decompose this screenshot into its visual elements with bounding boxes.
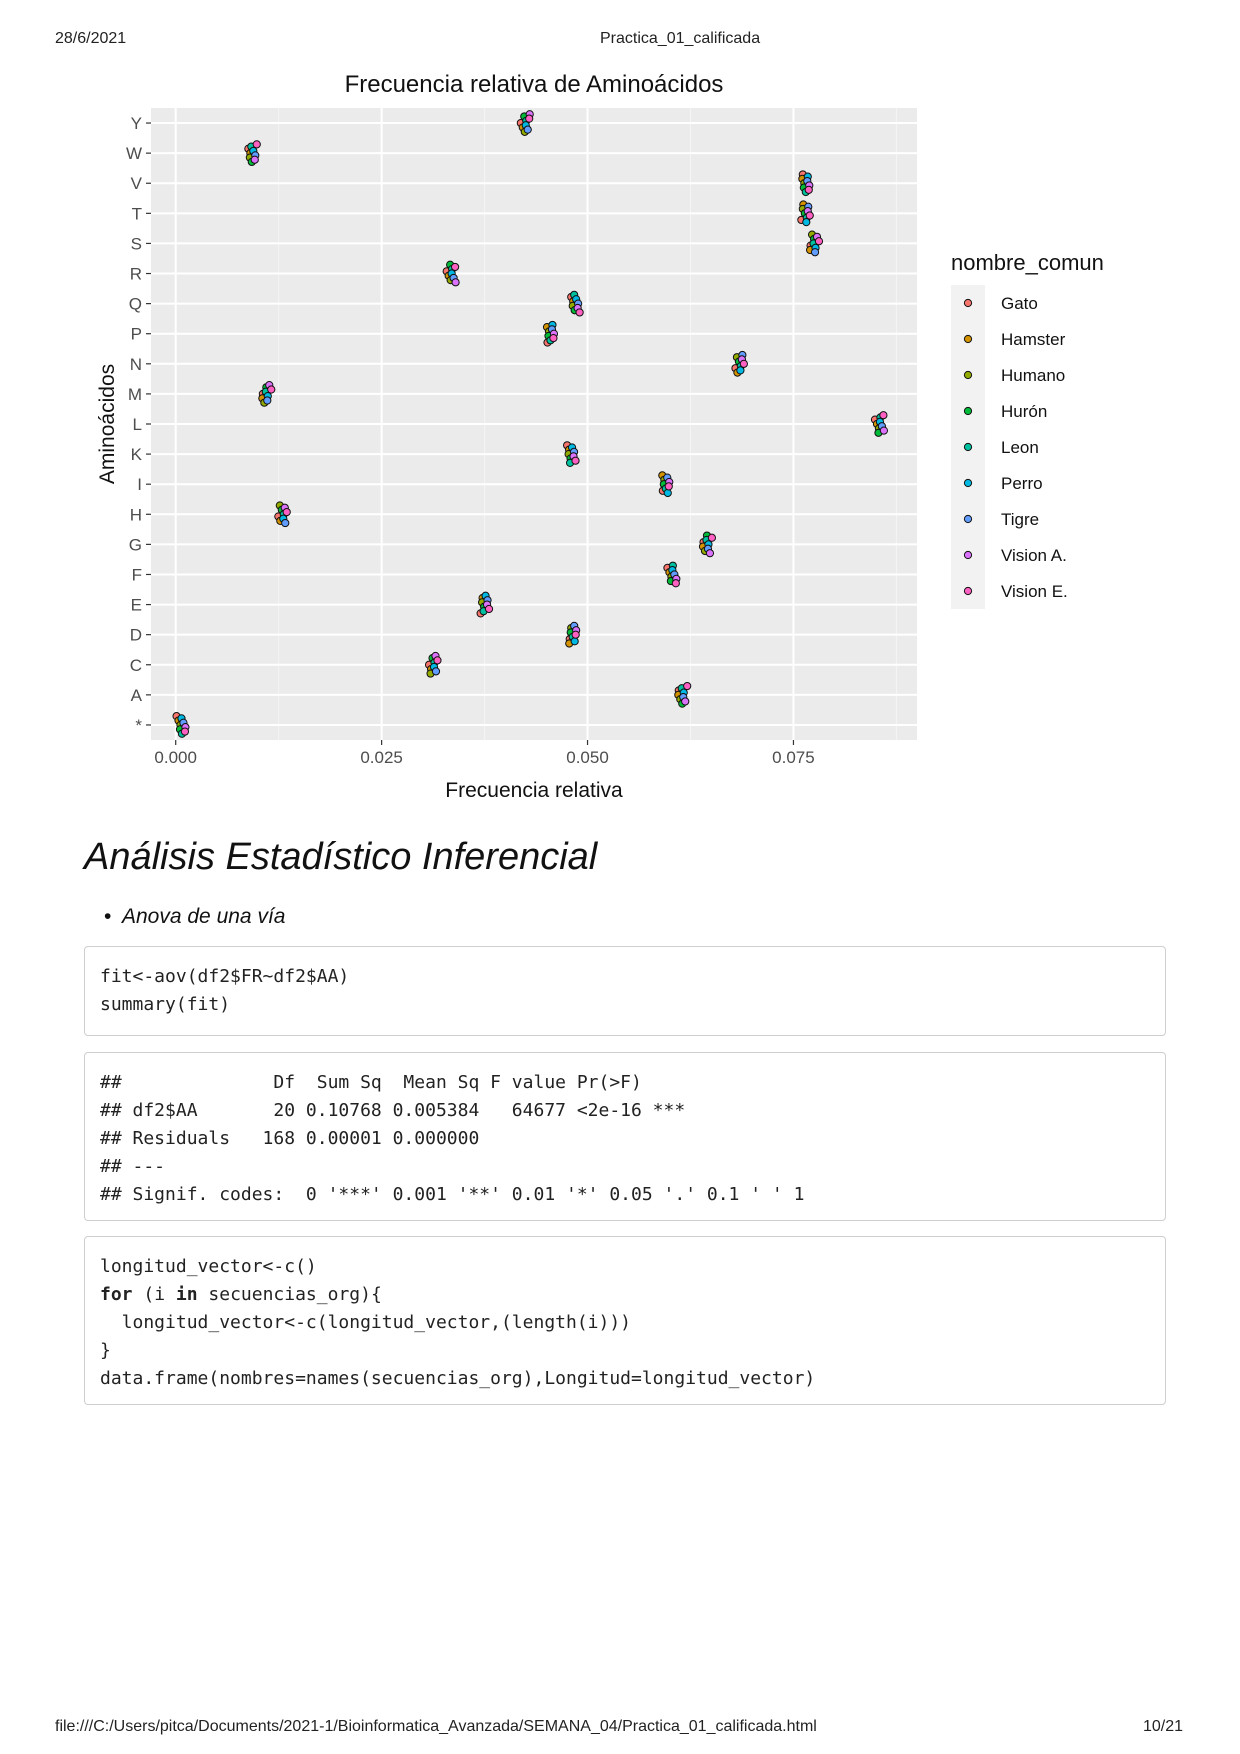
data-point-R-7	[452, 279, 459, 286]
data-point-N-5	[737, 367, 744, 374]
code-line: fit<-aov(df2$FR~df2$AA)	[100, 966, 350, 987]
data-point-M-6	[264, 397, 271, 404]
data-point-P-8	[550, 335, 557, 342]
data-point-stop-8	[181, 728, 188, 735]
page-number: 10/21	[1143, 1718, 1184, 1735]
data-point-W-8	[253, 141, 260, 148]
legend-key	[964, 335, 971, 342]
y-tick-label: L	[132, 415, 142, 434]
legend-label: Hamster	[1001, 330, 1066, 349]
x-tick-label: 0.075	[772, 748, 815, 767]
data-point-I-8	[665, 483, 672, 490]
data-point-D-5	[571, 638, 578, 645]
output-line: ## Df Sum Sq Mean Sq F value Pr(>F)	[100, 1072, 642, 1093]
x-axis-title: Frecuencia relativa	[445, 779, 623, 802]
chart-title: Frecuencia relativa de Aminoácidos	[344, 71, 724, 98]
output-block-summary	[84, 1052, 1166, 1221]
print-date: 28/6/2021	[55, 30, 127, 47]
y-tick-label: R	[129, 264, 142, 284]
section-title: Análisis Estadístico Inferencial	[84, 836, 598, 878]
legend-key	[964, 551, 971, 558]
y-tick-label: Y	[130, 114, 142, 134]
output-line: ## Signif. codes: 0 '***' 0.001 '**' 0.01 '*' 0.05 '.' 0.1 ' ' 1	[100, 1184, 805, 1205]
y-tick-label: M	[127, 384, 142, 404]
y-tick-label: W	[125, 144, 142, 164]
code-line: }	[100, 1340, 111, 1361]
legend-key	[964, 407, 971, 414]
legend-label: Vision A.	[1001, 546, 1067, 565]
amino-acid-frequency-chart	[0, 0, 1240, 820]
data-point-S-8	[815, 238, 822, 245]
legend-key	[964, 587, 971, 594]
data-point-M-8	[268, 386, 275, 393]
code-line: data.frame(nombres=names(secuencias_org),Longitud=longitud_vector)	[100, 1368, 816, 1389]
code-line: summary(fit)	[100, 994, 231, 1015]
data-point-Y-8	[526, 115, 533, 122]
output-line: ## ---	[100, 1156, 166, 1177]
legend-label: Vision E.	[1001, 582, 1068, 601]
data-point-H-8	[283, 508, 290, 515]
y-tick-label: I	[137, 475, 142, 495]
data-point-N-8	[740, 360, 747, 367]
y-tick-label: C	[129, 655, 142, 675]
legend-key	[964, 479, 971, 486]
y-tick-label: S	[130, 234, 142, 254]
legend-label: Tigre	[1001, 510, 1040, 529]
code-line: longitud_vector<-c()	[100, 1256, 317, 1277]
legend-label: Perro	[1001, 474, 1043, 493]
y-tick-label: V	[130, 174, 142, 194]
data-point-R-8	[451, 263, 458, 270]
data-point-T-8	[806, 212, 813, 219]
data-point-G-8	[708, 534, 715, 541]
y-tick-label: Q	[128, 294, 142, 314]
y-tick-label: H	[129, 505, 142, 525]
data-point-Q-8	[576, 309, 583, 316]
code-keyword: for	[100, 1284, 133, 1305]
x-tick-label: 0.000	[154, 748, 197, 767]
data-point-Y-6	[524, 126, 531, 133]
data-point-G-7	[706, 550, 713, 557]
legend-key	[964, 299, 971, 306]
data-point-C-6	[432, 668, 439, 675]
data-point-A-7	[682, 698, 689, 705]
x-tick-label: 0.050	[566, 748, 609, 767]
y-tick-label: E	[130, 595, 142, 615]
y-tick-label: A	[130, 685, 142, 705]
code-block-length	[84, 1236, 1166, 1405]
legend-label: Hurón	[1001, 402, 1048, 421]
legend-title: nombre_comun	[951, 250, 1104, 275]
y-tick-label: G	[128, 535, 142, 555]
code-line: longitud_vector<-c(longitud_vector,(length(i)))	[100, 1312, 632, 1333]
data-point-K-8	[572, 457, 579, 464]
data-point-D-8	[572, 631, 579, 638]
y-tick-label: N	[129, 354, 142, 374]
y-tick-label: *	[135, 715, 142, 735]
data-point-F-8	[672, 580, 679, 587]
code-line: for (i in secuencias_org){	[100, 1284, 382, 1305]
data-point-H-6	[282, 519, 289, 526]
output-line: ## Residuals 168 0.00001 0.000000	[100, 1128, 480, 1149]
y-tick-label: P	[130, 324, 142, 344]
legend-label: Gato	[1001, 294, 1038, 313]
data-point-L-7	[880, 427, 887, 434]
y-tick-label: F	[131, 565, 142, 585]
legend-label: Leon	[1001, 438, 1039, 457]
code-block-anova	[84, 946, 1166, 1036]
data-point-V-8	[805, 186, 812, 193]
legend-key	[964, 371, 971, 378]
legend-key	[964, 515, 971, 522]
data-point-S-6	[811, 249, 818, 256]
y-tick-label: T	[131, 204, 142, 224]
y-tick-label: D	[129, 625, 142, 645]
bullet-item: • Anova de una vía	[122, 905, 285, 929]
code-keyword: in	[175, 1284, 198, 1305]
y-tick-label: K	[130, 445, 142, 465]
data-point-E-8	[485, 605, 492, 612]
data-point-C-8	[434, 657, 441, 664]
data-point-W-7	[251, 156, 258, 163]
y-axis-title: Aminoácidos	[96, 363, 119, 485]
output-line: ## df2$AA 20 0.10768 0.005384 64677 <2e-16 ***	[100, 1100, 686, 1121]
data-point-T-5	[803, 219, 810, 226]
legend-label: Humano	[1001, 366, 1066, 385]
data-point-A-8	[684, 682, 691, 689]
data-point-L-8	[880, 412, 887, 419]
file-path: file:///C:/Users/pitca/Documents/2021-1/Bioinformatica_Avanzada/SEMANA_04/Practica_01_calificada.html	[55, 1718, 817, 1735]
data-point-I-5	[664, 489, 671, 496]
legend-key	[964, 443, 971, 450]
print-title: Practica_01_calificada	[600, 30, 761, 47]
x-tick-label: 0.025	[360, 748, 403, 767]
